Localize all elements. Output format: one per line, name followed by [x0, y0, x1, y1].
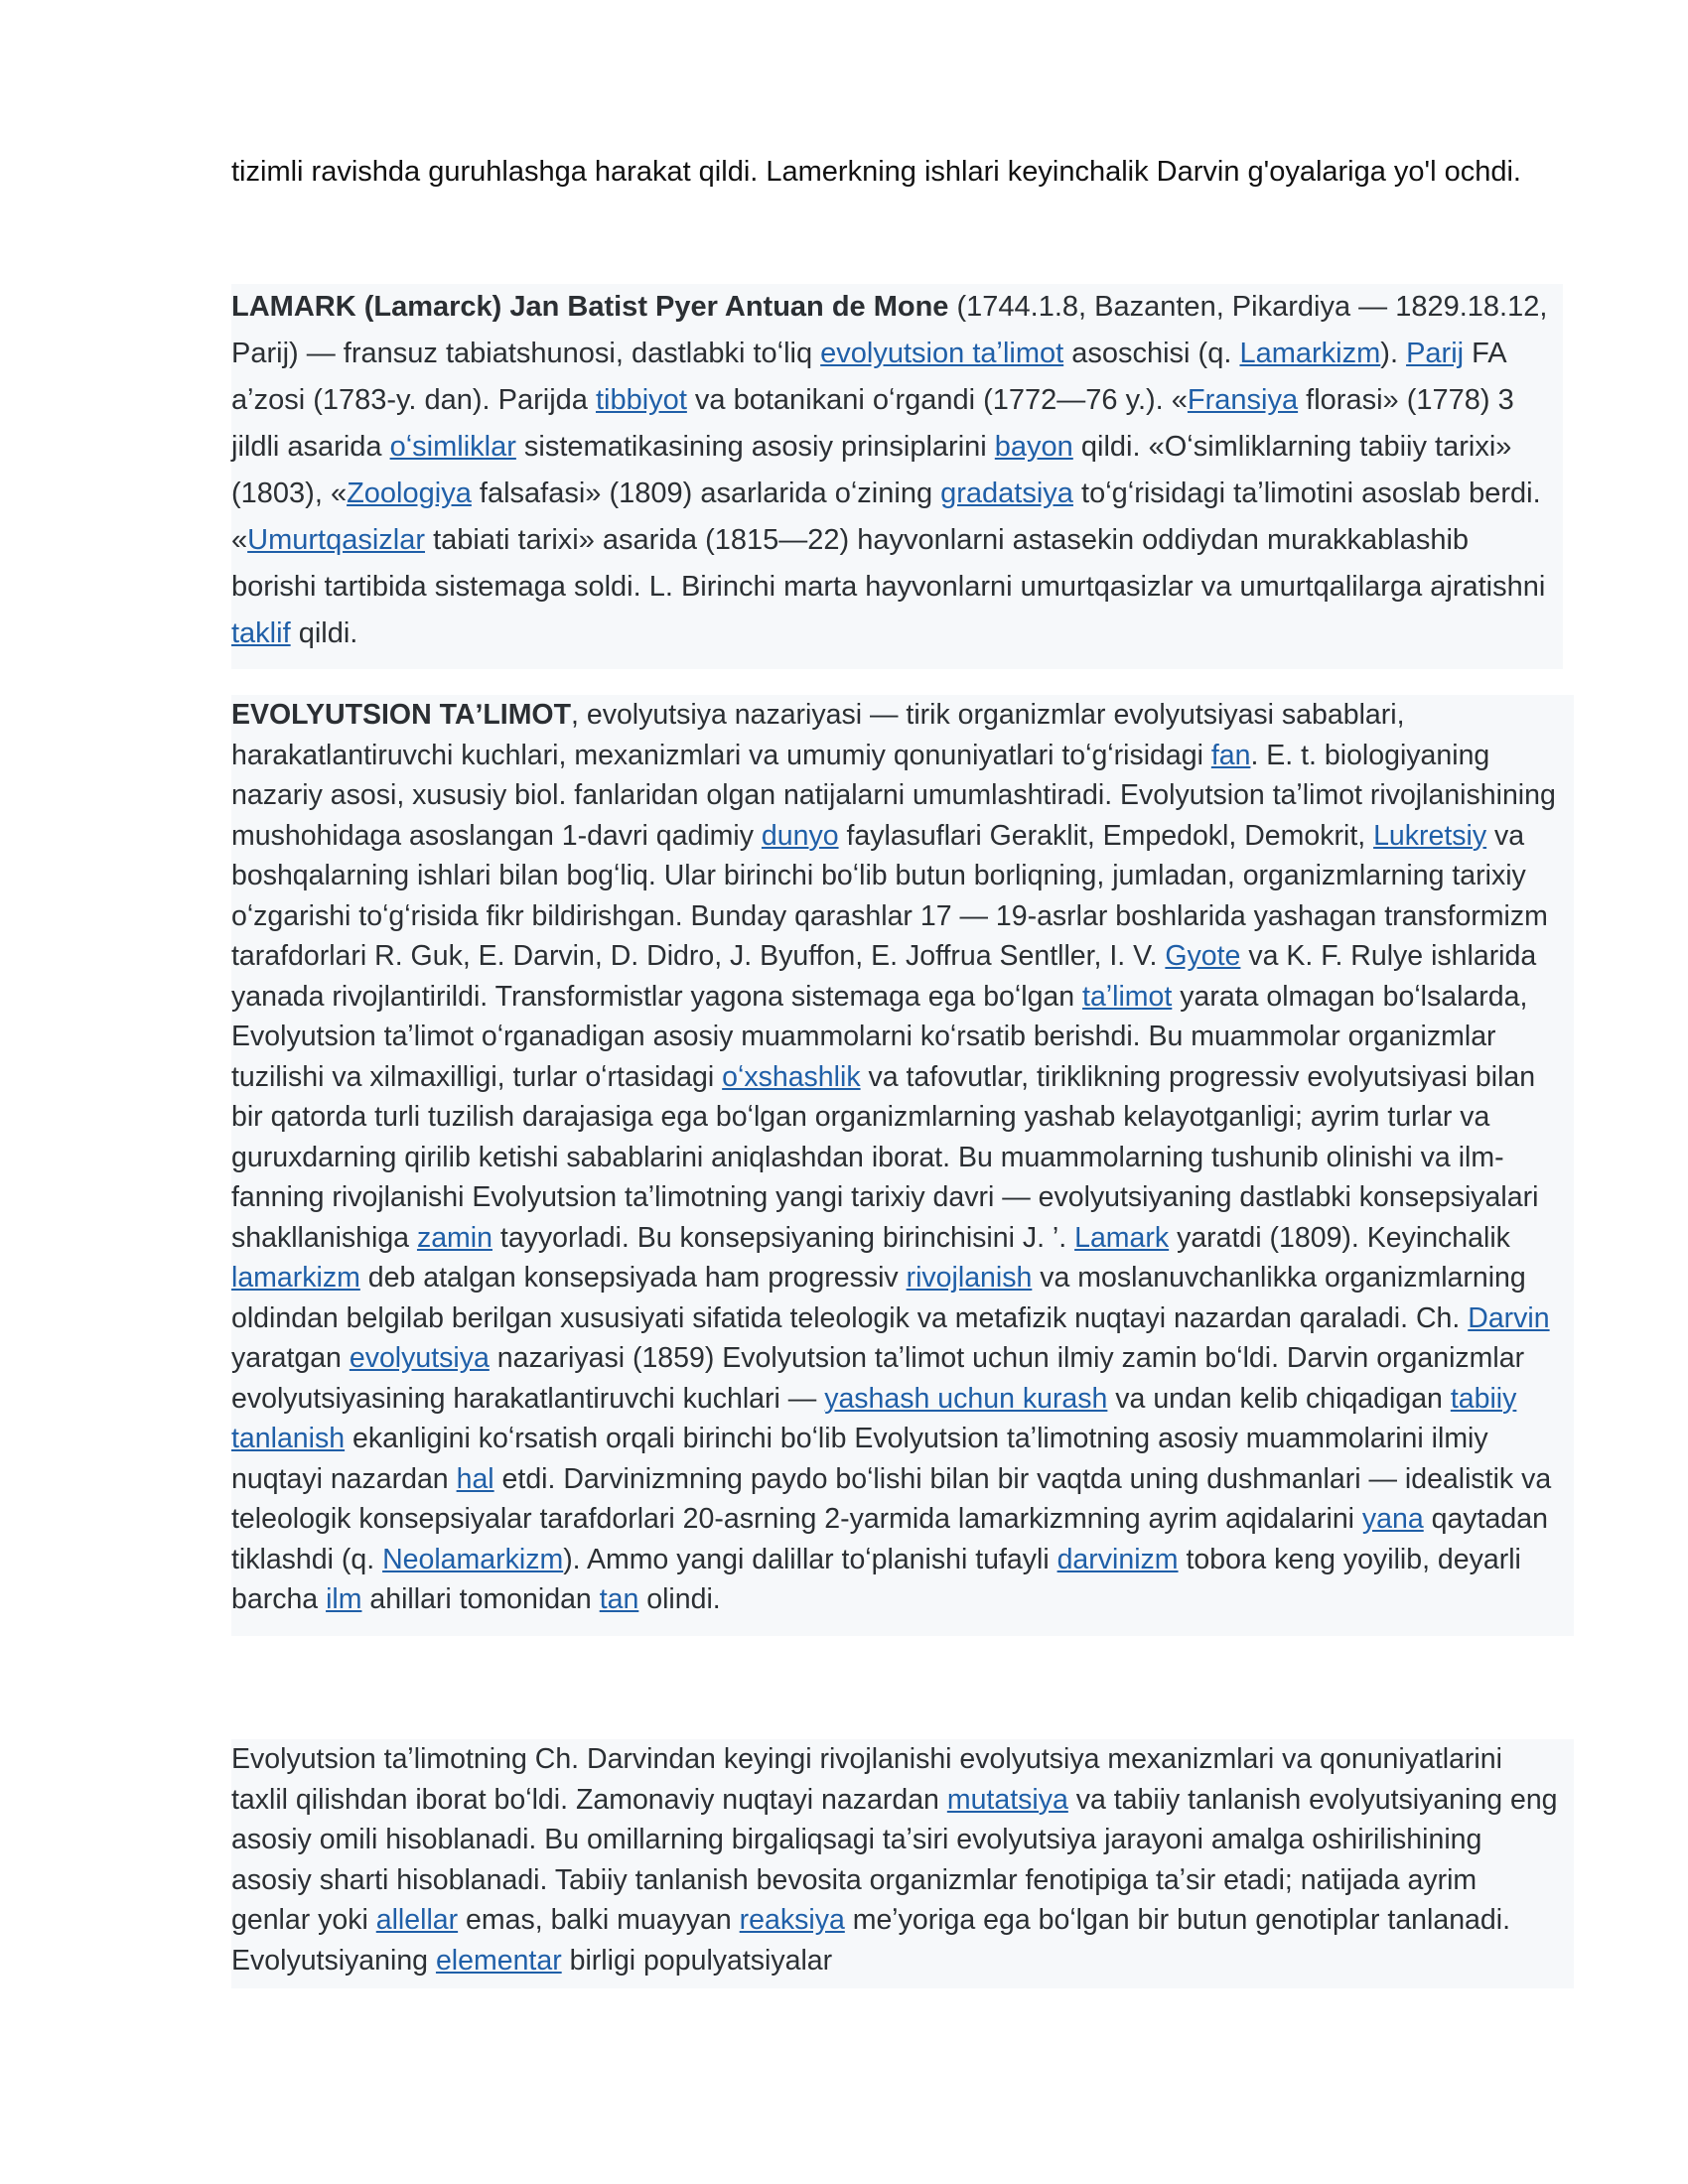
text-run: tayyorladi. Bu konsepsiyaning birinchisini J. ’.: [492, 1221, 1075, 1254]
text-run: va botanikani oʻrgandi (1772—76 y.). «: [686, 384, 1188, 416]
text-run: tabiati tarixi» asarida (1815—22) hayvonlarni astasekin oddiydan murakkablashib borishi tartibida sistemaga soldi. L. Birinchi marta hayvonlarni umurtqasizlar va umurtqalilarga ajratishni: [231, 524, 1546, 603]
text-run: toʻgʻrisidagi taʼlimotini asoslab berdi. «: [231, 478, 1541, 556]
link-darvin[interactable]: Darvin: [1468, 1301, 1550, 1334]
text-run: etdi. Darvinizmning paydo boʻlishi bilan bir vaqtda uning dushmanlari — idealistik va teleologik konsepsiyalar tarafdorlari 20-asrning 2-yarmida lamarkizmning ayrim aqidalarini: [231, 1462, 1552, 1535]
evol-paragraph: [231, 695, 1562, 1620]
evol-heading: EVOLYUTSION TAʼLIMOT: [231, 699, 572, 731]
text-run: falsafasi» (1809) asarlarida oʻzining: [471, 478, 941, 509]
link-tan[interactable]: tan: [599, 1583, 639, 1615]
link-lamarkizm[interactable]: lamarkizm: [231, 1262, 360, 1294]
text-run: va boshqalarning ishlari bilan bogʻliq. Ular birinchi boʻlib butun borliqning, jumladan, organizmlarning tarixiy oʻzgarishi toʻgʻrisida fikr bildirishgan. Bunday qarashlar 17 — 19-asrlar boshlarida yashagan transformizm tarafdorlari R. Guk, E. Darvin, D. Didro, J. Byuffon, E. Joffrua Sentller, I. V.: [231, 819, 1548, 972]
link-tibbiyot[interactable]: tibbiyot: [595, 384, 687, 416]
evol2-paragraph: [231, 1739, 1562, 1980]
link-dunyo[interactable]: dunyo: [761, 819, 839, 852]
text-run: tobora keng yoyilib, deyarli barcha: [231, 1543, 1521, 1615]
text-run: va tafovutlar, tiriklikning progressiv evolyutsiyasi bilan bir qatorda turli tuzilish darajasiga ega boʻlgan organizmlarning yashab kelayotganligi; ayrim turlar va guruxdarning qirilib ketishi sabablarini aniqlashdan iborat. Bu muammolarning tushunib olinishi va ilm-fanning rivojlanishi Evolyutsion taʼlimotning yangi tarixiy davri — evolyutsiyaning dastlabki konsepsiyalari shakllanishiga: [231, 1060, 1539, 1254]
evolyutsion-talimot-article: [231, 695, 1574, 1636]
link-elementar[interactable]: elementar: [435, 1944, 562, 1977]
text-run: FA aʼzosi (1783-y. dan). Parijda: [231, 338, 1505, 416]
text-run: meʼyoriga ega boʻlgan bir butun genotiplar tanlanadi. Evolyutsiyaning: [231, 1904, 1511, 1977]
text-run: yarata olmagan boʻlsalarda, Evolyutsion taʼlimot oʻrganadigan asosiy muammolarni koʻrsatib berishdi. Bu muammolar organizmlar tuzilishi va xilmaxilligi, turlar oʻrtasidagi: [231, 980, 1528, 1093]
text-run: va moslanuvchanlikka organizmlarning oldindan belgilab berilgan xususiyati sifatida teleologik va metafizik nuqtayi nazardan qaraladi. Ch.: [231, 1262, 1526, 1334]
link-parij[interactable]: Parij: [1406, 338, 1465, 369]
link-darvinizm[interactable]: darvinizm: [1056, 1543, 1179, 1575]
text-run: olindi.: [638, 1583, 721, 1615]
text-run: birligi populyatsiyalar: [561, 1944, 833, 1977]
link-lamark[interactable]: Lamark: [1074, 1221, 1170, 1254]
link-osimliklar[interactable]: oʻsimliklar: [389, 431, 516, 463]
link-reaksiya[interactable]: reaksiya: [739, 1904, 845, 1936]
text-run: florasi» (1778) 3 jildli asarida: [231, 384, 1514, 463]
text-run: . E. t. biologiyaning nazariy asosi, xususiy biol. fanlaridan olgan natijalarni umumlashtiradi. Evolyutsion taʼlimot rivojlanishining mushohidaga asoslangan 1-davri qadimiy: [231, 739, 1556, 852]
text-run: yaratgan: [231, 1342, 350, 1374]
link-gradatsiya[interactable]: gradatsiya: [940, 478, 1073, 509]
link-hal[interactable]: hal: [456, 1462, 494, 1495]
link-bayon[interactable]: bayon: [994, 431, 1073, 463]
link-umurtqasizlar[interactable]: Umurtqasizlar: [247, 524, 426, 556]
link-fransiya[interactable]: Fransiya: [1187, 384, 1299, 416]
link-zamin[interactable]: zamin: [416, 1221, 492, 1254]
text-run: ).: [1380, 338, 1407, 369]
link-rivojlanish[interactable]: rivojlanish: [906, 1262, 1033, 1294]
text-run: va K. F. Rulye ishlarida yanada rivojlantirildi. Transformistlar yagona sistemaga ega boʻlgan: [231, 940, 1537, 1013]
link-zoologiya[interactable]: Zoologiya: [347, 478, 472, 509]
text-run: emas, balki muayyan: [458, 1904, 740, 1936]
lamark-article: [231, 284, 1563, 669]
link-lamarkizm[interactable]: Lamarkizm: [1239, 338, 1381, 369]
text-run: Evolyutsion taʼlimotning Ch. Darvindan keyingi rivojlanishi evolyutsiya mexanizmlari va qonuniyatlarini taxlil qilishdan iborat boʻldi. Zamonaviy nuqtayi nazardan: [231, 1743, 1502, 1816]
lamark-heading: LAMARK (Lamarck) Jan Batist Pyer Antuan de Mone: [231, 291, 949, 323]
link-neolamarkizm[interactable]: Neolamarkizm: [382, 1543, 564, 1575]
link-yana[interactable]: yana: [1361, 1503, 1424, 1535]
text-run: nazariyasi (1859) Evolyutsion taʼlimot uchun ilmiy zamin boʻldi. Darvin organizmlar evolyutsiyasining harakatlantiruvchi kuchlari —: [231, 1342, 1525, 1415]
link-allellar[interactable]: allellar: [375, 1904, 459, 1936]
link-lukretsiy[interactable]: Lukretsiy: [1373, 819, 1487, 852]
link-gyote[interactable]: Gyote: [1165, 940, 1241, 972]
link-oxshashlik[interactable]: oʻxshashlik: [722, 1060, 861, 1093]
text-run: ). Ammo yangi dalillar toʻplanishi tufayli: [563, 1543, 1057, 1575]
text-run: va undan kelib chiqadigan: [1107, 1382, 1451, 1415]
text-run: va tabiiy tanlanish evolyutsiyaning eng asosiy omili hisoblanadi. Bu omillarning birgaliqsagi taʼsiri evolyutsiya jarayoni amalga oshirilishining asosiy sharti hisoblanadi. Tabiiy tanlanish bevosita organizmlar fenotipiga taʼsir etadi; natijada ayrim genlar yoki: [231, 1783, 1558, 1936]
text-run: asoschisi (q.: [1063, 338, 1240, 369]
text-run: faylasuflari Geraklit, Empedokl, Demokrit,: [838, 819, 1374, 852]
text-run: deb atalgan konsepsiyada ham progressiv: [359, 1262, 907, 1294]
text-run: ekanligini koʻrsatish orqali birinchi boʻlib Evolyutsion taʼlimotning asosiy muammolarini ilmiy nuqtayi nazardan: [231, 1423, 1488, 1495]
link-evolyutsion-talimot[interactable]: evolyutsion taʼlimot: [820, 338, 1064, 369]
lamark-paragraph: [231, 284, 1557, 657]
link-fan[interactable]: fan: [1210, 739, 1251, 771]
text-run: qildi. «Oʻsimliklarning tabiiy tarixi» (1803), «: [231, 431, 1512, 509]
text-run: , evolyutsiya nazariyasi — tirik organizmlar evolyutsiyasi sabablari, harakatlantiruvchi kuchlari, mexanizmlari va umumiy qonuniyatlari toʻgʻrisidagi: [231, 699, 1405, 771]
link-talimot[interactable]: taʼlimot: [1082, 980, 1173, 1013]
text-run: sistematikasining asosiy prinsiplarini: [515, 431, 995, 463]
link-taklif[interactable]: taklif: [231, 617, 291, 649]
evolyutsion-talimot-continuation: [231, 1739, 1574, 1988]
text-run: yaratdi (1809). Keyinchalik: [1169, 1221, 1510, 1254]
text-run: ahillari tomonidan: [361, 1583, 600, 1615]
link-mutatsiya[interactable]: mutatsiya: [946, 1783, 1068, 1816]
text-run: qildi.: [290, 617, 358, 649]
text-run: (1744.1.8, Bazanten, Pikardiya — 1829.18.12, Parij) — fransuz tabiatshunosi, dastlabki toʻliq: [231, 291, 1548, 369]
intro-paragraph: [231, 149, 1562, 196]
link-tabiiy-tanlanish[interactable]: tabiiy tanlanish: [231, 1382, 1517, 1454]
intro-text: tizimli ravishda guruhlashga harakat qildi. Lamerkning ishlari keyinchalik Darvin g'oyalariga yo'l ochdi.: [231, 156, 1521, 188]
text-run: qaytadan tiklashdi (q.: [231, 1503, 1548, 1575]
link-ilm[interactable]: ilm: [326, 1583, 362, 1615]
link-yashash-uchun-kurash[interactable]: yashash uchun kurash: [824, 1382, 1108, 1415]
link-evolyutsiya[interactable]: evolyutsiya: [349, 1342, 490, 1374]
